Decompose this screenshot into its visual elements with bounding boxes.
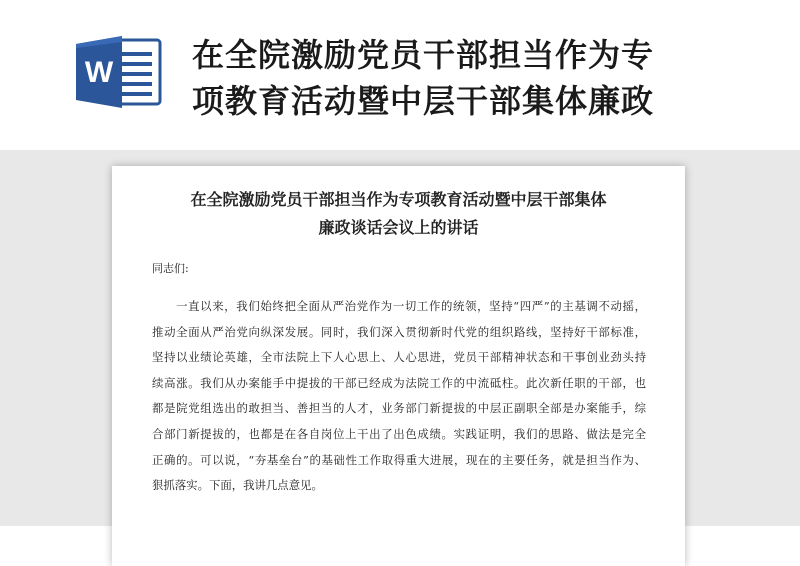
paragraph-line: 续高涨。我们从办案能手中提拔的干部已经成为法院工作的中流砥柱。此次新任职的干部，也 (152, 375, 646, 390)
paragraph-line: 推动全面从严治党向纵深发展。同时，我们深入贯彻新时代党的组织路线，坚持好干部标准， (152, 324, 646, 339)
word-icon-letter: W (84, 56, 114, 89)
paragraph-line: 正确的。可以说，“夯基垒台”的基础性工作取得重大进展，现在的主要任务，就是担当作为、 (152, 452, 646, 467)
paragraph-line: 都是院党组选出的敢担当、善担当的人才，业务部门新提拔的中层正副职全部是办案能手，综 (152, 401, 646, 416)
page-title-line: 在全院激励党员干部担当作为专 (192, 36, 655, 74)
document-viewport (0, 150, 800, 526)
document-title (112, 186, 685, 242)
paragraph-line: 合部门新提拔的，也都是在各自岗位上干出了出色成绩。实践证明，我们的思路、做法是完全 (152, 426, 646, 441)
document-page (112, 166, 685, 566)
page-title (192, 32, 752, 124)
word-icon (76, 34, 162, 110)
header-banner (0, 0, 800, 150)
paragraph-line: 一直以来，我们始终把全面从严治党作为一切工作的统领，坚持“四严”的主基调不动摇， (152, 299, 646, 313)
paragraph-line: 狠抓落实。下面，我讲几点意见。 (152, 478, 323, 493)
document-title-line: 廉政谈话会议上的讲话 (318, 218, 479, 237)
paragraph-line: 坚持以业绩论英雄，全市法院上下人心思上、人心思进，党员干部精神状态和干事创业劲头持 (152, 350, 646, 365)
page-title-line: 项教育活动暨中层干部集体廉政 (192, 82, 655, 120)
document-paragraph (152, 294, 646, 499)
document-salutation: 同志们: (152, 262, 189, 275)
document-title-line: 在全院激励党员干部担当作为专项教育活动暨中层干部集体 (190, 190, 607, 209)
